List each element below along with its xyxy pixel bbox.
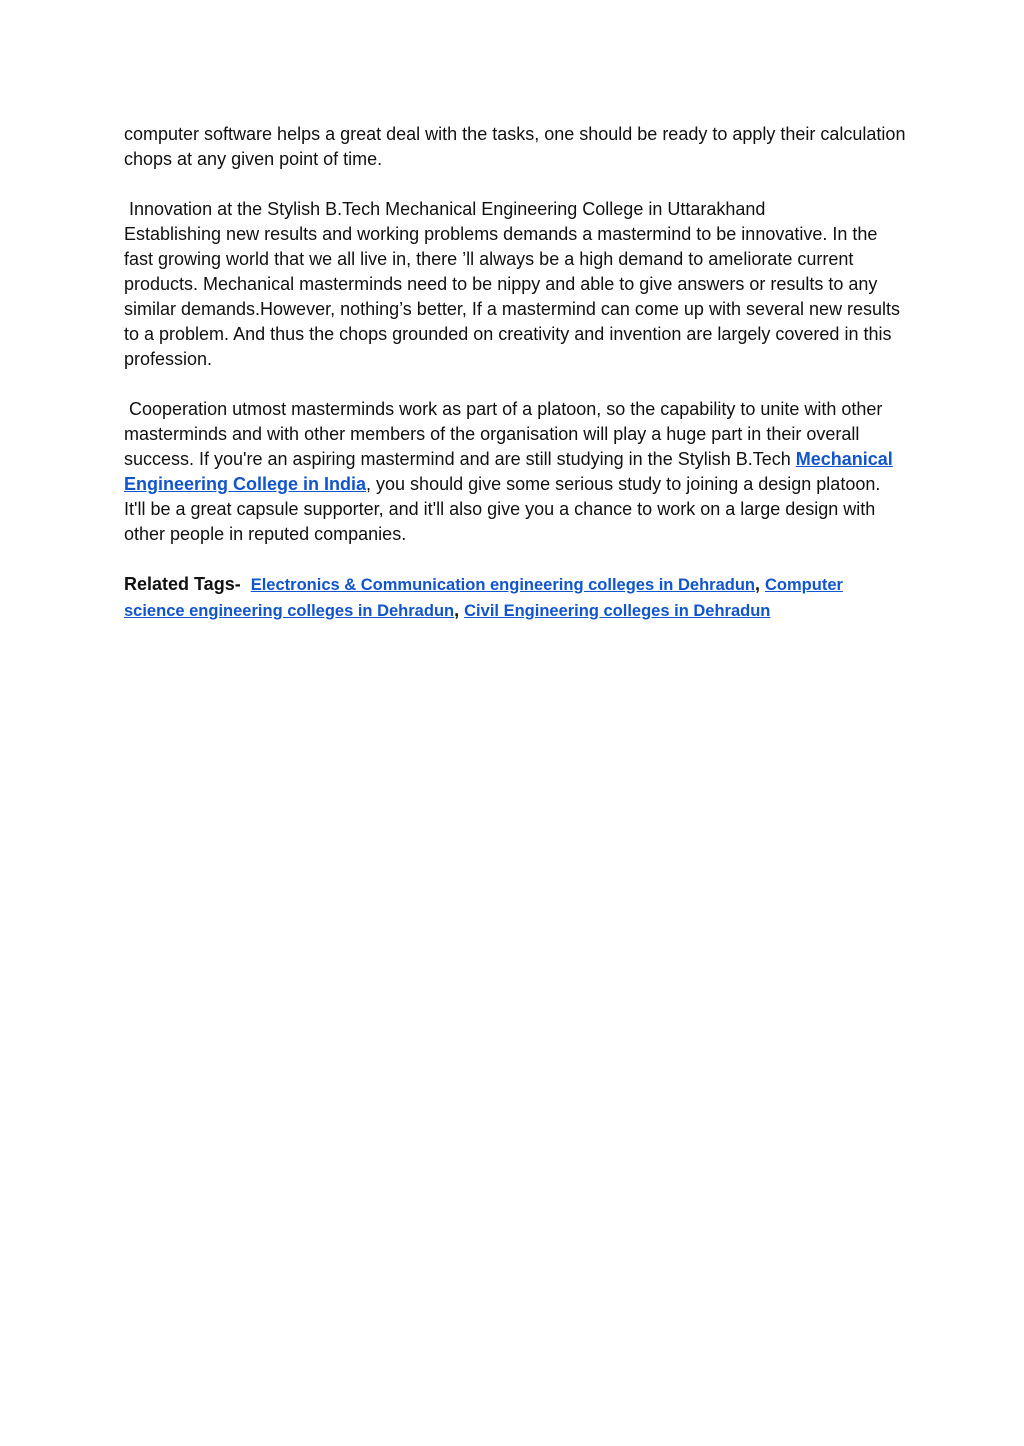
related-tag-link-cse[interactable]: Computer science engineering colleges in Dehradun [124,576,843,620]
document-page [124,122,906,624]
paragraph-cooperation [124,397,906,547]
cooperation-text-before-link: Cooperation utmost masterminds work as part of a platoon, so the capability to unite with other masterminds and with other members of the organisation will play a huge part in their overall success. If you're an aspiring mastermind and are still studying in the Stylish B.Tech [124,399,883,469]
mechanical-engineering-college-link[interactable]: Mechanical Engineering College in India [124,449,893,494]
innovation-heading-line: Innovation at the Stylish B.Tech Mechanical Engineering College in Uttarakhand [129,199,766,219]
paragraph-innovation [124,197,906,372]
cooperation-text-after-link: , you should give some serious study to joining a design platoon. It'll be a great capsule supporter, and it'll also give you a chance to work on a large design with other people in reputed companies. [124,474,881,544]
innovation-body-text: Establishing new results and working problems demands a mastermind to be innovative. In the fast growing world that we all live in, there ’ll always be a high demand to ameliorate current products. Mechanical masterminds need to be nippy and able to give answers or results to any similar demands.However, nothing’s better, If a mastermind can come up with several new results to a problem. And thus the chops grounded on creativity and invention are largely covered in this profession. [124,224,901,369]
tag-separator: , [754,574,760,594]
paragraph-intro [124,122,906,172]
paragraph-intro-text: computer software helps a great deal with the tasks, one should be ready to apply their calculation chops at any given point of time. [124,124,906,169]
related-tags [124,572,906,624]
related-tag-link-ece[interactable]: Electronics & Communication engineering colleges in Dehradun [250,576,755,594]
related-tags-label: Related Tags- [124,574,241,594]
tag-separator: , [454,600,460,620]
related-tag-link-civil[interactable]: Civil Engineering colleges in Dehradun [464,602,771,620]
